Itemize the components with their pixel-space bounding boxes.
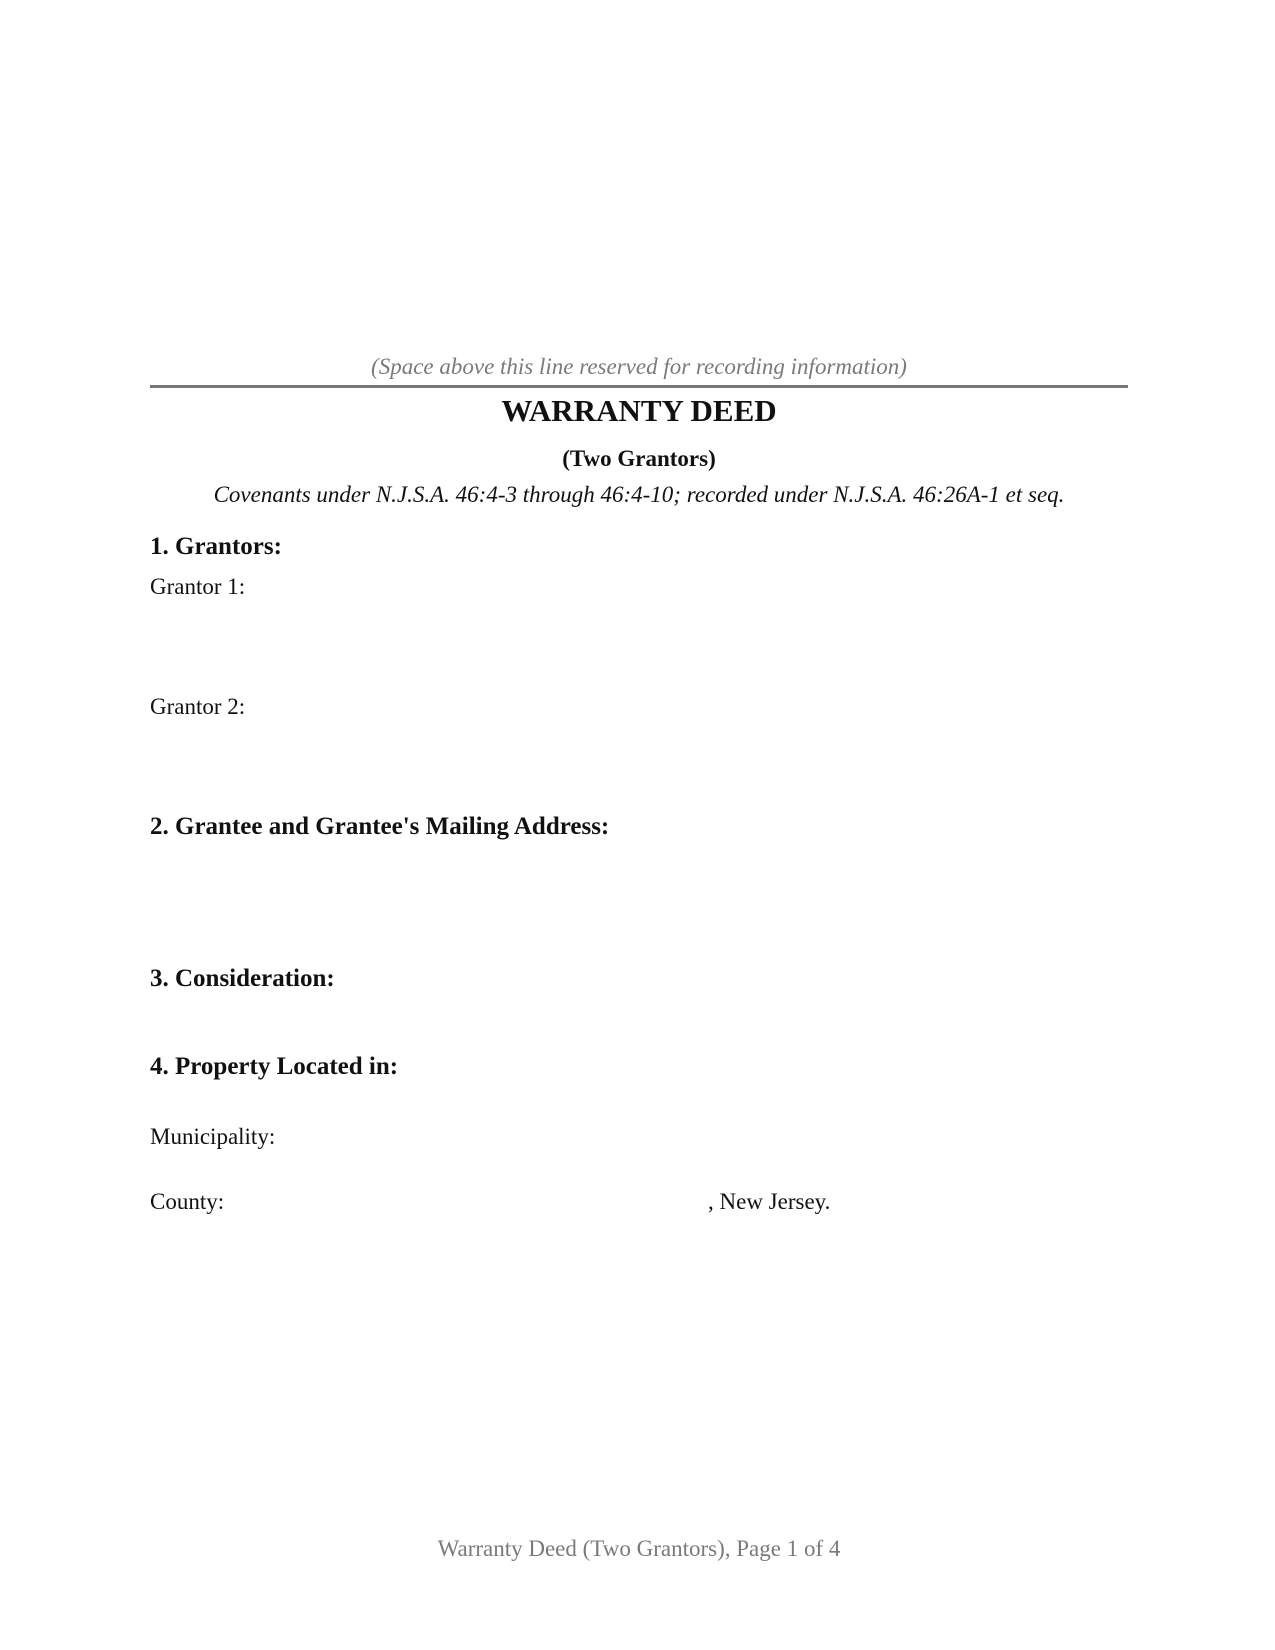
grantor-2-label: Grantor 2: bbox=[150, 694, 246, 719]
document-subtitle: (Two Grantors) bbox=[562, 446, 716, 471]
page-footer: Warranty Deed (Two Grantors), Page 1 of 4 bbox=[437, 1536, 841, 1561]
state-suffix: , New Jersey. bbox=[708, 1189, 831, 1214]
municipality-label: Municipality: bbox=[150, 1124, 276, 1149]
document-title: WARRANTY DEED bbox=[501, 393, 777, 428]
grantors-heading: 1. Grantors: bbox=[150, 533, 282, 560]
grantor-1-label: Grantor 1: bbox=[150, 574, 246, 599]
recording-divider-line bbox=[150, 385, 1128, 388]
county-label: County: bbox=[150, 1189, 225, 1214]
statute-reference: Covenants under N.J.S.A. 46:4-3 through 46:4-10; recorded under N.J.S.A. 46:26A-1 et seq. bbox=[213, 482, 1065, 507]
recording-reserved-note: (Space above this line reserved for recording information) bbox=[371, 354, 907, 379]
grantee-heading: 2. Grantee and Grantee's Mailing Address: bbox=[150, 813, 610, 840]
property-heading: 4. Property Located in: bbox=[150, 1053, 399, 1080]
consideration-heading: 3. Consideration: bbox=[150, 965, 335, 992]
